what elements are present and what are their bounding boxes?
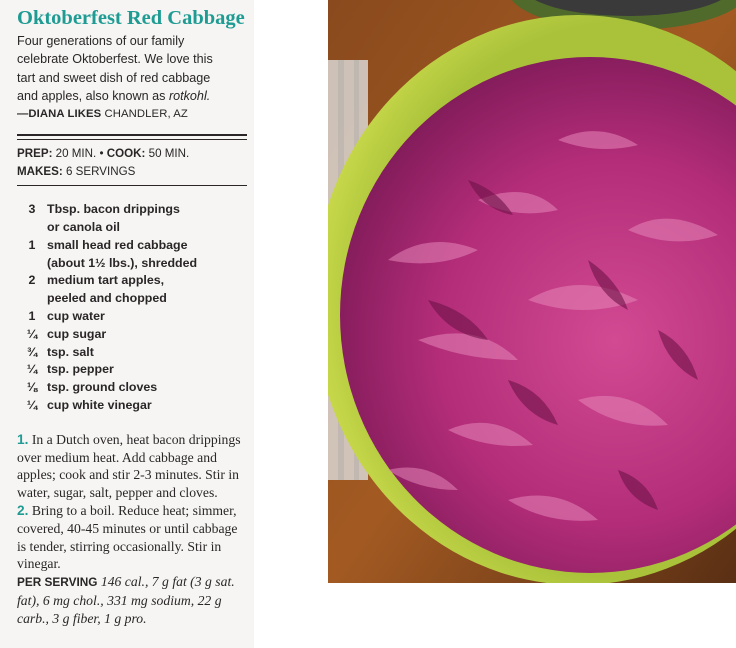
- ingredient-qty: ¾: [26, 344, 38, 359]
- intro-line: [17, 87, 247, 105]
- prep-cook-line: [17, 145, 254, 163]
- ingredient-qty: ¼: [26, 397, 38, 412]
- recipe-steps: [17, 431, 243, 573]
- ingredient-name: (about 1½ lbs.), shredded: [47, 255, 198, 270]
- ingredient-row: [17, 290, 254, 308]
- step: [17, 502, 243, 573]
- recipe-text-column: [0, 0, 254, 648]
- ingredient-name: cup sugar: [47, 326, 107, 341]
- ingredient-row: [17, 361, 254, 379]
- ingredient-name: cup white vinegar: [47, 397, 152, 412]
- intro-line: Four generations of our family: [17, 34, 185, 48]
- ingredient-name: medium tart apples,: [47, 273, 165, 288]
- recipe-meta: [17, 145, 254, 181]
- ingredient-qty: [17, 219, 47, 237]
- red-cabbage-photo: [328, 0, 736, 583]
- recipe-intro: [17, 32, 247, 105]
- ingredient-row: [17, 201, 254, 219]
- ingredient-list: [17, 201, 254, 415]
- byline-location: CHANDLER, AZ: [101, 108, 188, 121]
- ingredient-qty: 1: [28, 237, 36, 252]
- cook-value: 50 MIN.: [145, 147, 190, 161]
- ingredient-row: [17, 219, 254, 237]
- makes-line: [17, 163, 254, 181]
- ingredient-row: [17, 379, 254, 397]
- step-number: 1.: [17, 431, 29, 447]
- step: [17, 431, 243, 502]
- ingredient-row: [17, 255, 254, 273]
- double-divider: [17, 134, 247, 140]
- ingredient-row: [17, 308, 254, 326]
- cook-label: COOK:: [106, 147, 146, 161]
- ingredient-qty: ⅛: [26, 380, 38, 395]
- ingredient-qty: ¼: [26, 326, 38, 341]
- intro-italic-word: rotkohl.: [168, 88, 211, 103]
- prep-label: PREP:: [17, 147, 53, 161]
- step-number: 2.: [17, 502, 29, 518]
- cabbage-bowl-illustration: [328, 0, 736, 583]
- ingredient-row: [17, 397, 254, 415]
- ingredient-qty: [17, 255, 47, 273]
- nutrition-info: [17, 573, 243, 627]
- ingredient-name: tsp. pepper: [47, 362, 114, 377]
- ingredient-row: [17, 344, 254, 362]
- ingredient-row: [17, 237, 254, 255]
- prep-value: 20 MIN. •: [52, 147, 107, 161]
- ingredient-qty: [17, 290, 47, 308]
- nutrition-label: PER SERVING: [17, 575, 98, 590]
- ingredient-row: [17, 272, 254, 290]
- ingredient-name: or canola oil: [47, 219, 120, 234]
- intro-line: tart and sweet dish of red cabbage: [17, 70, 211, 85]
- ingredient-qty: 3: [28, 202, 36, 217]
- intro-line: celebrate Oktoberfest. We love this: [17, 52, 213, 67]
- ingredient-name: cup water: [47, 308, 105, 323]
- recipe-byline: [17, 105, 254, 123]
- step-text: Bring to a boil. Reduce heat; simmer, covered, 40-45 minutes or until cabbage is tender, stirring occasionally. Stir in vinegar.: [17, 502, 238, 572]
- byline-author: —DIANA LIKES: [17, 108, 102, 121]
- ingredient-qty: 2: [28, 273, 36, 288]
- ingredient-name: Tbsp. bacon drippings: [47, 202, 180, 217]
- ingredient-name: small head red cabbage: [47, 237, 188, 252]
- step-text: In a Dutch oven, heat bacon drippings over medium heat. Add cabbage and apples; cook and stir 2-3 minutes. Stir in water, sugar, salt, pepper and cloves.: [17, 431, 241, 501]
- makes-label: MAKES:: [17, 165, 63, 179]
- ingredient-qty: ¼: [26, 362, 38, 377]
- single-divider: [17, 185, 247, 186]
- intro-line-text: and apples, also known as: [17, 88, 169, 103]
- recipe-title: Oktoberfest Red Cabbage: [17, 7, 245, 29]
- ingredient-row: [17, 326, 254, 344]
- ingredient-qty: 1: [28, 308, 36, 323]
- makes-value: 6 SERVINGS: [62, 165, 136, 179]
- ingredient-name: tsp. ground cloves: [47, 380, 158, 395]
- ingredient-name: peeled and chopped: [47, 291, 167, 306]
- nutrition-values: 146 cal., 7 g fat (3 g sat. fat), 6 mg chol., 331 mg sodium, 22 g carb., 3 g fiber, 1 g pro.: [17, 574, 235, 626]
- ingredient-name: tsp. salt: [47, 344, 94, 359]
